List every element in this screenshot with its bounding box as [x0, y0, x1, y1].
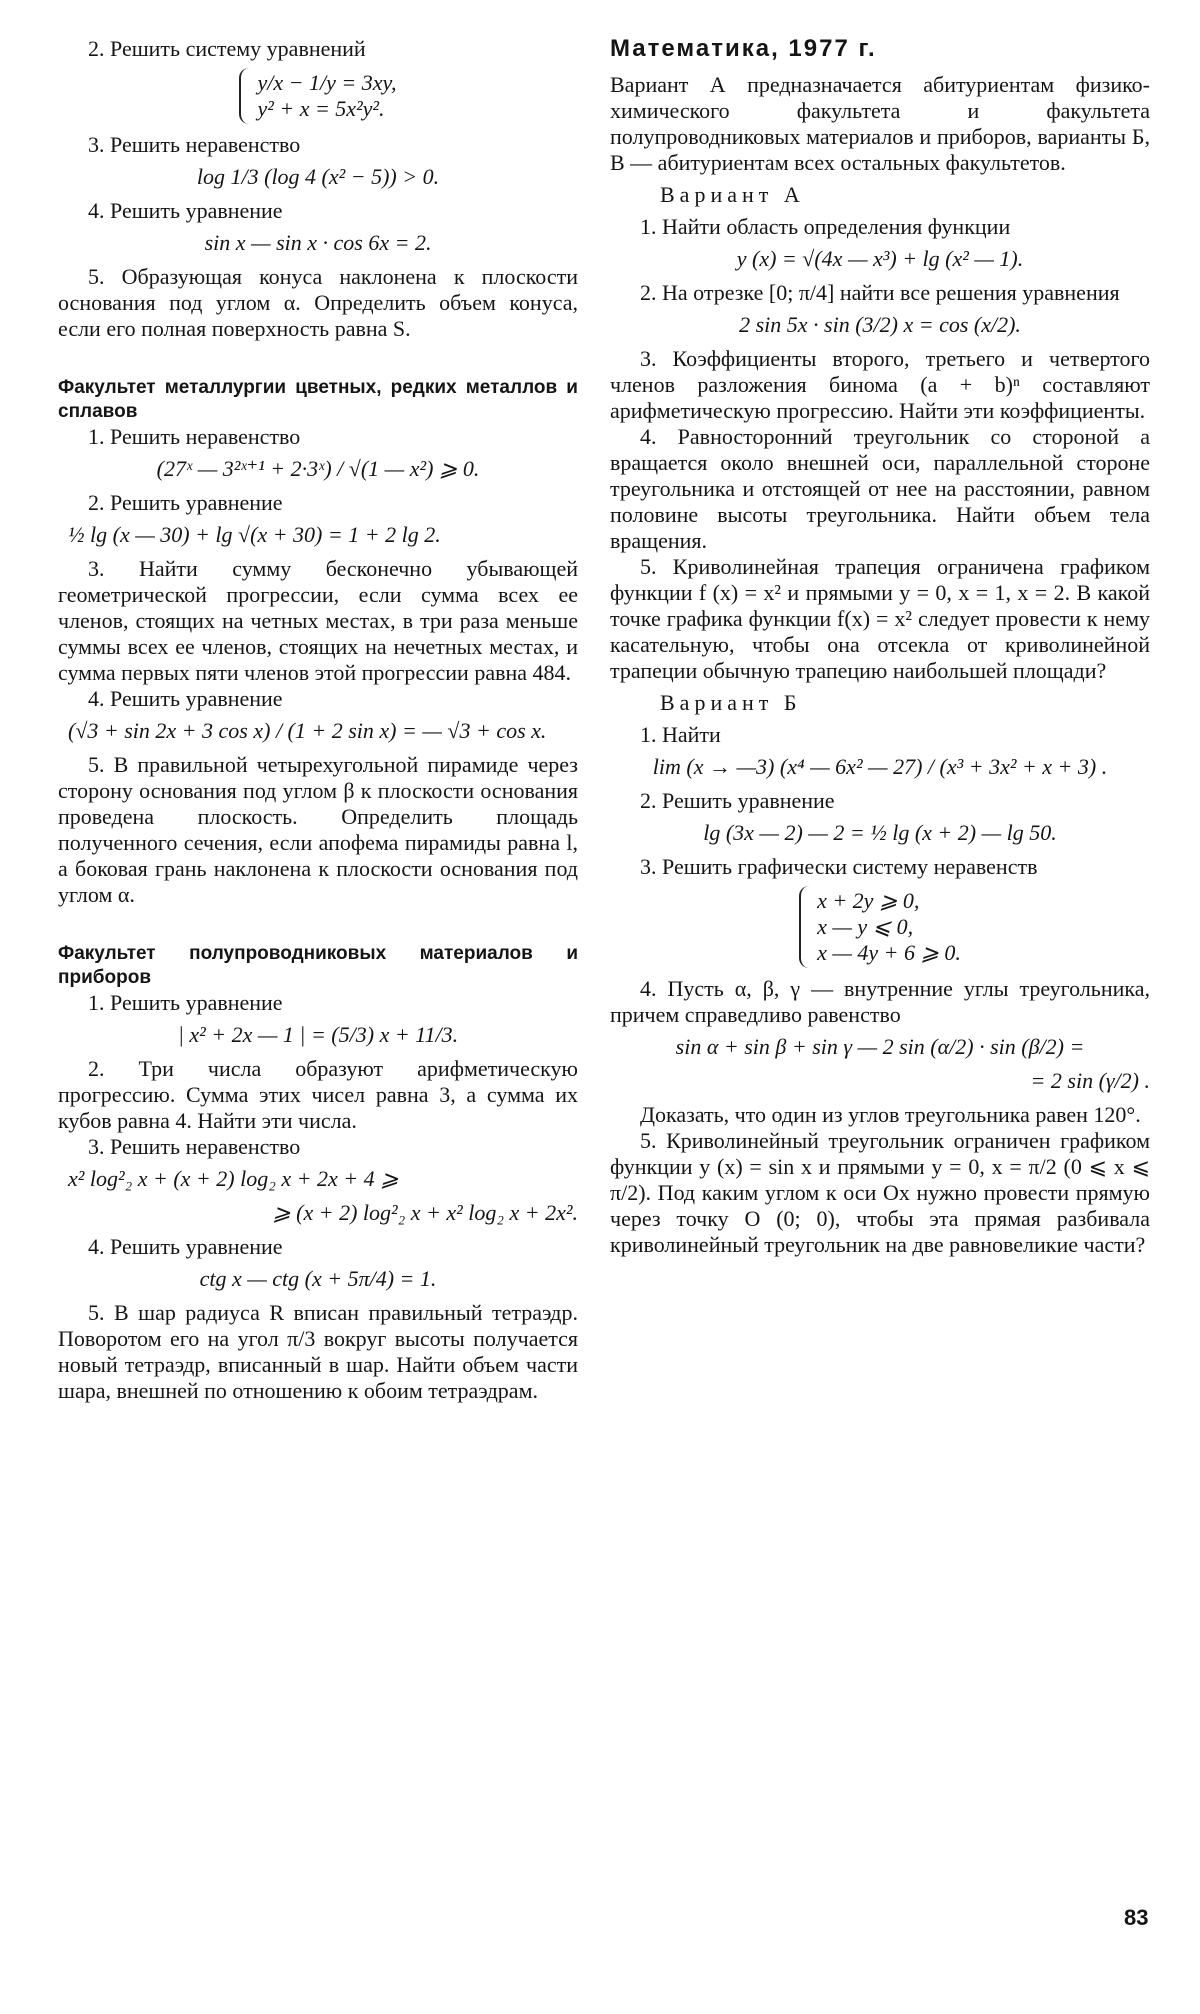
problem-text: 1. Найти — [640, 722, 721, 747]
problem-text: Доказать, что один из углов треугольника равен 120°. — [640, 1102, 1141, 1127]
section-heading: Факультет полупроводниковых материалов и приборов — [58, 943, 578, 988]
problem-text: 1. Решить неравенство — [88, 424, 301, 449]
formula: = 2 sin (γ/2) . — [1030, 1068, 1150, 1093]
formula: | x² + 2x — 1 | = (5/3) x + 11/3. — [177, 1022, 459, 1047]
problem-text: 4. Решить уравнение — [88, 686, 283, 711]
inequality: x — 4y + 6 ⩾ 0. — [817, 940, 961, 965]
intro-paragraph: Вариант А предназначается абитуриентам физико-химического факультета и факультета полупроводниковых материалов и приборов, варианты Б, В — абитуриентам всех остальных факультетов. — [610, 72, 1150, 175]
formula: lim (x → —3) (x⁴ — 6x² — 27) / (x³ + 3x² + x + 3) . — [652, 754, 1108, 779]
inequality-system — [610, 886, 1150, 968]
problem-text: 5. В правильной четырехугольной пирамиде через сторону основания под углом β к плоскости основания проведена плоскость. Определить площадь полученного сечения, если апофема пирамиды равна l, а боковая грань наклонена к плоскости основания под углом α. — [58, 752, 578, 907]
formula: (27ˣ — 3²ˣ⁺¹ + 2·3ˣ) / √(1 — x²) ⩾ 0. — [156, 456, 480, 481]
problem-text: 4. Решить уравнение — [88, 198, 283, 223]
problem-text: 3. Коэффициенты второго, третьего и четвертого членов разложения бинома (a + b)ⁿ составляют арифметическую прогрессию. Найти эти коэффициенты. — [610, 346, 1150, 423]
problem-text: 1. Решить уравнение — [88, 990, 283, 1015]
problem-text: 4. Пусть α, β, γ — внутренние углы треугольника, причем справедливо равенство — [610, 976, 1150, 1027]
formula: ½ lg (x — 30) + lg √(x + 30) = 1 + 2 lg 2. — [68, 522, 441, 547]
formula: lg (3x — 2) — 2 = ½ lg (x + 2) — lg 50. — [703, 820, 1057, 845]
page-number: 83 — [1124, 1905, 1149, 1930]
formula: ctg x — ctg (x + 5π/4) = 1. — [199, 1266, 437, 1291]
formula: x² log²₂ x + (x + 2) log₂ x + 2x + 4 ⩾ — [68, 1166, 399, 1191]
right-column — [610, 36, 1150, 1258]
variant-heading: Вариант Б — [660, 690, 802, 715]
formula: log 1/3 (log 4 (x² − 5)) > 0. — [196, 164, 440, 189]
formula: 2 sin 5x · sin (3/2) x = cos (x/2). — [739, 312, 1021, 337]
problem-text: 2. Решить уравнение — [640, 788, 835, 813]
formula: ⩾ (x + 2) log²₂ x + x² log₂ x + 2x². — [272, 1200, 578, 1225]
formula: sin α + sin β + sin γ — 2 sin (α/2) · sin (β/2) = — [675, 1034, 1085, 1059]
problem-text: 2. Решить систему уравнений — [88, 36, 366, 61]
problem-text: 3. Найти сумму бесконечно убывающей геометрической прогрессии, если сумма всех ее членов, стоящих на четных местах, в три раза меньше суммы всех ее членов, стоящих на нечетных местах, и сумма первых пяти членов этой прогрессии равна 484. — [58, 556, 578, 685]
problem-text: 4. Решить уравнение — [88, 1234, 283, 1259]
left-column — [58, 36, 578, 1404]
inequality: x + 2y ⩾ 0, — [817, 888, 920, 913]
problem-text: 2. Решить уравнение — [88, 490, 283, 515]
equation: y/x − 1/y = 3xy, — [257, 70, 397, 95]
problem-text: 1. Найти область определения функции — [640, 214, 1011, 239]
equation: y² + x = 5x²y². — [257, 96, 385, 121]
problem-text: 2. Три числа образуют арифметическую прогрессию. Сумма этих чисел равна 3, а сумма их кубов равна 4. Найти эти числа. — [58, 1056, 578, 1133]
formula: y (x) = √(4x — x³) + lg (x² — 1). — [736, 246, 1024, 271]
inequality: x — y ⩽ 0, — [817, 914, 914, 939]
problem-text: 5. Криволинейный треугольник ограничен графиком функции y (x) = sin x и прямыми y = 0, x = π/2 (0 ⩽ x ⩽ π/2). Под каким углом к оси Ox нужно провести прямую через точку O (0; 0), чтобы эта прямая разбивала криволинейный треугольник на две равновеликие части? — [610, 1128, 1150, 1257]
formula: sin x — sin x · cos 6x = 2. — [204, 230, 432, 255]
page-title: Математика, 1977 г. — [610, 35, 877, 62]
formula: (√3 + sin 2x + 3 cos x) / (1 + 2 sin x) = — √3 + cos x. — [68, 718, 547, 743]
problem-text: 3. Решить неравенство — [88, 132, 301, 157]
section-heading: Факультет металлургии цветных, редких металлов и сплавов — [58, 377, 578, 422]
variant-heading: Вариант А — [660, 182, 805, 207]
problem-text: 2. На отрезке [0; π/4] найти все решения уравнения — [640, 280, 1120, 305]
equation-system — [58, 68, 578, 124]
problem-text: 3. Решить неравенство — [88, 1134, 301, 1159]
problem-text: 4. Равносторонний треугольник со стороной a вращается около внешней оси, параллельной стороне треугольника и отстоящей от нее на расстоянии, равном половине высоты треугольника. Найти объем тела вращения. — [610, 424, 1150, 553]
problem-text: 5. Образующая конуса наклонена к плоскости основания под углом α. Определить объем конуса, если его полная поверхность равна S. — [58, 264, 578, 341]
problem-text: 5. В шар радиуса R вписан правильный тетраэдр. Поворотом его на угол π/3 вокруг высоты получается новый тетраэдр, вписанный в шар. Найти объем части шара, внешней по отношению к обоим тетраэдрам. — [58, 1300, 578, 1403]
problem-text: 3. Решить графически систему неравенств — [640, 854, 1038, 879]
problem-text: 5. Криволинейная трапеция ограничена графиком функции f (x) = x² и прямыми y = 0, x = 1, x = 2. В какой точке графика функции f(x) = x² следует провести к нему касательную, чтобы она отсекла от криволинейной трапеции обычную трапецию наибольшей площади? — [610, 554, 1150, 683]
